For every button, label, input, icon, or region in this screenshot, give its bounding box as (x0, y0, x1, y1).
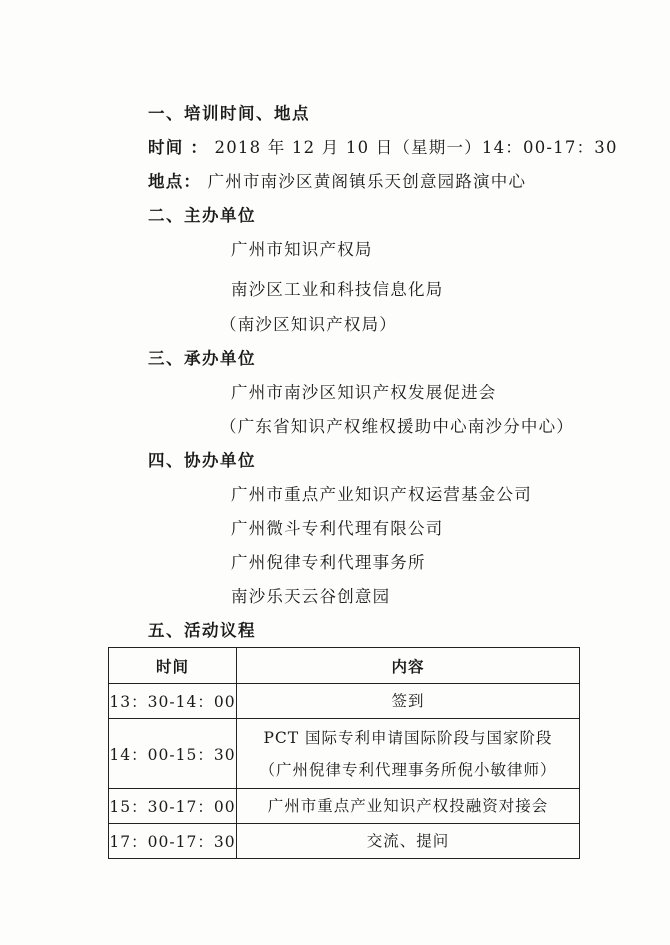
organizer-item: 南沙区工业和科技信息化局 (231, 280, 444, 299)
row-time: 17：00-17：30 (109, 824, 237, 859)
row-content-line: 签到 (391, 692, 425, 710)
table-row (109, 789, 580, 824)
row-content-line: （广州倪律专利代理事务所倪小敏律师） (259, 760, 557, 779)
place-value: 广州市南沙区黄阁镇乐天创意园路演中心 (207, 172, 527, 191)
place-label: 地点： (148, 172, 202, 191)
header-content: 内容 (237, 648, 580, 684)
table-row (109, 684, 580, 719)
row-content (237, 684, 580, 719)
host-item: （广东省知识产权维权援助中心南沙分中心） (220, 417, 574, 436)
row-time: 13：30-14：00 (109, 684, 237, 719)
row-content (237, 824, 580, 859)
section5-heading: 五、活动议程 (148, 621, 256, 640)
organizer-item: 广州市知识产权局 (231, 240, 373, 259)
co-organizer-item: 广州市重点产业知识产权运营基金公司 (231, 485, 532, 504)
place-line (148, 168, 526, 192)
agenda-table (108, 647, 580, 859)
section4-heading: 四、协办单位 (148, 451, 256, 470)
row-content-line: 交流、提问 (366, 832, 450, 850)
table-row (109, 824, 580, 859)
organizer-item: （南沙区知识产权局） (220, 315, 397, 334)
row-content (237, 789, 580, 824)
section2-heading: 二、主办单位 (148, 206, 256, 225)
row-time: 14：00-15：30 (109, 719, 237, 789)
row-content (237, 719, 580, 789)
row-content-line: 广州市重点产业知识产权投融资对接会 (267, 797, 549, 815)
header-time: 时间 (109, 648, 237, 684)
co-organizer-item: 广州倪律专利代理事务所 (231, 553, 426, 572)
section3-heading: 三、承办单位 (148, 349, 256, 368)
table-header-row (109, 648, 580, 684)
time-label: 时间 ： (148, 138, 209, 157)
row-content-line: PCT 国际专利申请国际阶段与国家阶段 (263, 728, 553, 747)
host-item: 广州市南沙区知识产权发展促进会 (231, 383, 497, 402)
co-organizer-item: 南沙乐天云谷创意园 (231, 587, 391, 606)
time-value: 2018 年 12 月 10 日（星期一）14：00-17：30 (214, 138, 618, 157)
table-row (109, 719, 580, 789)
co-organizer-item: 广州微斗专利代理有限公司 (231, 519, 444, 538)
section1-heading: 一、培训时间、地点 (148, 104, 310, 123)
row-time: 15：30-17：00 (109, 789, 237, 824)
time-line (148, 134, 618, 158)
